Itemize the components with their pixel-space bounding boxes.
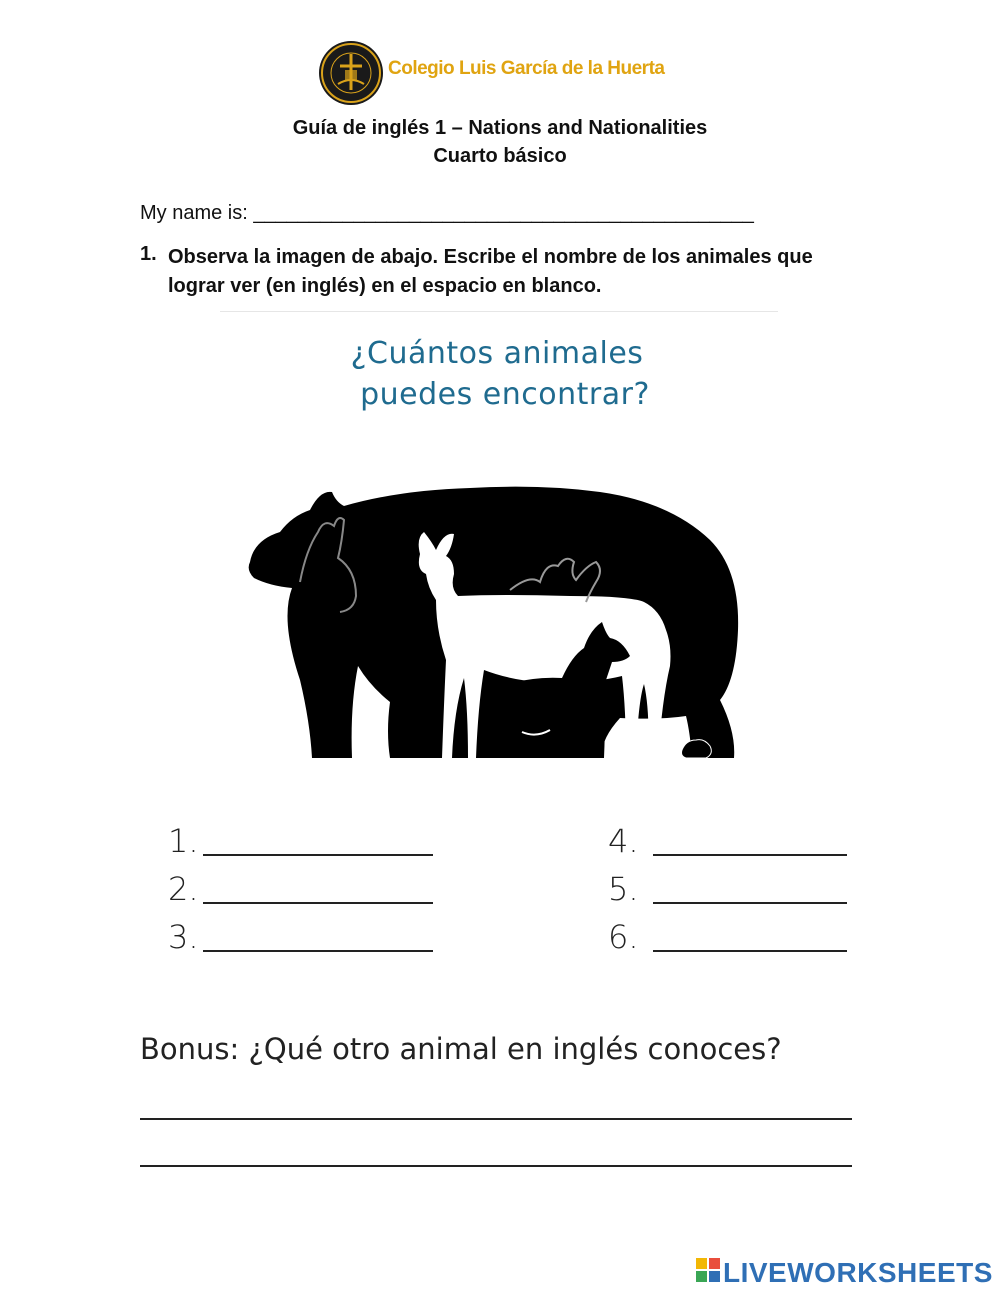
answer-1-label: 1. [168, 822, 199, 860]
divider [220, 311, 778, 312]
answer-2[interactable] [168, 870, 433, 908]
question-text: Observa la imagen de abajo. Escribe el nombre de los animales que lograr ver (en inglés) en el espacio en blanco. [168, 246, 813, 297]
picture-title-line2: puedes encontrar? [360, 377, 650, 412]
answer-4-blank[interactable] [653, 824, 847, 856]
answer-5-label: 5. [608, 870, 639, 908]
mouse-silhouette [682, 740, 712, 758]
answer-3-label: 3. [168, 918, 199, 956]
answer-4[interactable] [608, 822, 847, 860]
answer-5[interactable] [608, 870, 847, 908]
answer-1[interactable] [168, 822, 433, 860]
bonus-question: Bonus: ¿Qué otro animal en inglés conoces? [140, 1032, 782, 1066]
name-field[interactable] [140, 202, 754, 225]
liveworksheets-logo-icon [696, 1258, 720, 1282]
liveworksheets-wordmark: LIVEWORKSHEETS [723, 1257, 993, 1288]
answer-5-blank[interactable] [653, 872, 847, 904]
page-title: Guía de inglés 1 – Nations and Nationalities [292, 117, 708, 139]
question-number: 1. [140, 243, 157, 265]
bonus-answer-line-2[interactable] [140, 1165, 852, 1167]
answer-6[interactable] [608, 918, 847, 956]
answer-3[interactable] [168, 918, 433, 956]
answer-6-blank[interactable] [653, 920, 847, 952]
name-label: My name is: _____________________________________________ [140, 202, 754, 224]
answer-2-label: 2. [168, 870, 199, 908]
page-subtitle: Cuarto básico [433, 145, 567, 167]
answer-6-label: 6. [608, 918, 639, 956]
answer-3-blank[interactable] [203, 920, 433, 952]
animals-silhouette-image [240, 470, 750, 770]
school-logo [318, 40, 384, 106]
answer-1-blank[interactable] [203, 824, 433, 856]
school-crest-icon [318, 40, 384, 106]
bonus-answer-line-1[interactable] [140, 1118, 852, 1120]
school-name: Colegio Luis García de la Huerta [388, 58, 665, 79]
picture-title-line1: ¿Cuántos animales [350, 336, 644, 371]
answer-4-label: 4. [608, 822, 639, 860]
answer-2-blank[interactable] [203, 872, 433, 904]
